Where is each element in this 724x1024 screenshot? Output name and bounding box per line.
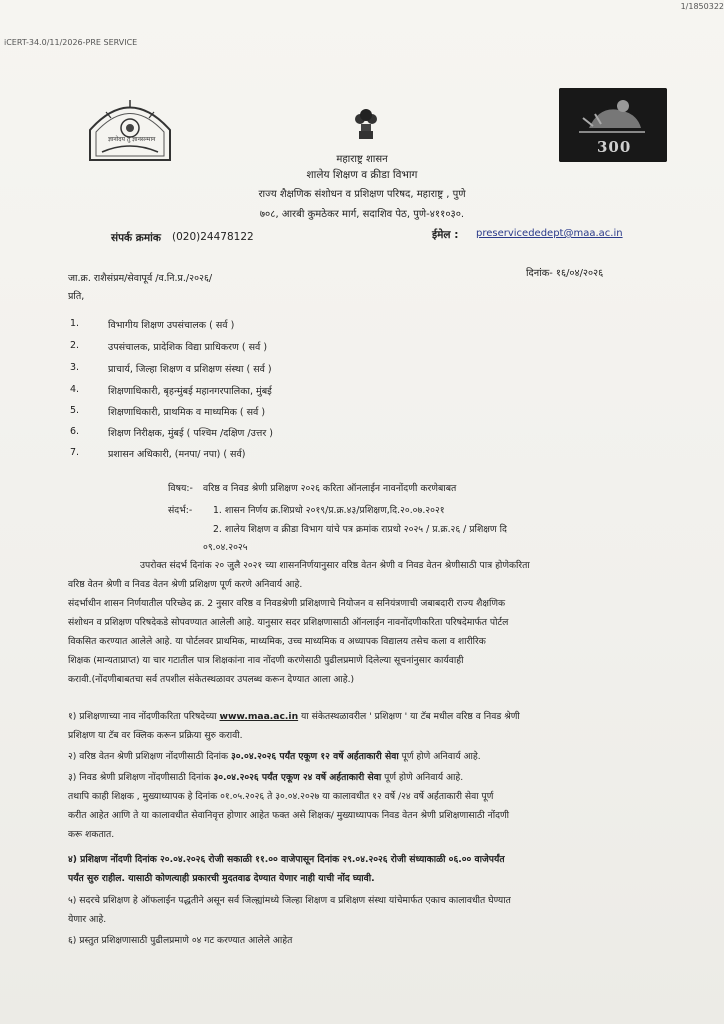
recipient-text: विभागीय शिक्षण उपसंचालक ( सर्व ): [108, 320, 235, 331]
instruction-3-line-2: तथापि काही शिक्षक , मुख्याध्यापक हे दिनांक ०१.०५.२०२६ ते ३०.०४.२०२७ या कालावधीत १२ वर्षे /२४ वर्षे अर्हताकारी सेवा पूर्ण: [68, 791, 494, 802]
recipient-text: शिक्षणाधिकारी, प्राथमिक व माध्यमिक ( सर्व ): [108, 407, 266, 418]
recipient-number: 2.: [70, 340, 80, 351]
instruction-2-text: २) वरिष्ठ वेतन श्रेणी प्रशिक्षण नोंदणीसाठी दिनांक: [68, 751, 229, 762]
recipient-number: 6.: [70, 426, 80, 437]
contact-label: संपर्क क्रमांक: [111, 232, 161, 244]
instruction-3-text: ३) निवड श्रेणी प्रशिक्षण नोंदणीसाठी दिनांक: [68, 772, 211, 783]
recipient-text: प्राचार्य, जिल्हा शिक्षण व प्रशिक्षण संस्था ( सर्व ): [108, 364, 272, 375]
inward-stamp: iCERT-34.0/11/2026-PRE SERVICE: [4, 38, 138, 47]
reference-2: 2. शालेय शिक्षण व क्रीडा विभाग यांचे पत्र क्रमांक राप्रधो २०२५ / प्र.क्र.२६ / प्रशिक्षण दि: [213, 524, 507, 535]
paragraph-2-line-3: विकसित करण्यात आलेले आहे. या पोर्टलवर प्राथमिक, माध्यमिक, उच्च माध्यमिक व अध्यापक विद्यालय तसेच कला व शारीरिक: [68, 636, 486, 647]
paragraph-2-line-4: शिक्षक (मान्यताप्राप्त) या चार गटातील पात्र शिक्षकांना नाव नोंदणी करणेसाठी पुढीलप्रमाणे दिलेल्या सूचनांनुसार कार्यवाही: [68, 655, 464, 666]
instruction-3-line-3: करीत आहेत आणि ते या कालावधीत सेवानिवृत्त होणार आहेत फक्त असे शिक्षक/ मुख्याध्यापक निवड वेतन श्रेणी प्रशिक्षणासाठी नोंदणी: [68, 810, 510, 821]
instruction-5-line-1: ५) सदरचे प्रशिक्षण हे ऑफलाईन पद्धतीने असून सर्व जिल्ह्यांमध्ये जिल्हा शिक्षण व प्रशिक्षण संस्था यांचेमार्फत एकाच कालावधीत घेण्यात: [68, 895, 511, 906]
recipient-number: 7.: [70, 447, 80, 458]
instruction-3-line-4: करू शकतात.: [68, 829, 115, 840]
file-number: 1/1850322: [680, 2, 724, 11]
office-address: ७०८, आरबी कुमठेकर मार्ग, सदाशिव पेठ, पुणे-४११०३०.: [259, 209, 465, 220]
instruction-1-text: १) प्रशिक्षणाच्या नाव नोंदणीकरिता परिषदेच्या: [68, 711, 217, 722]
paragraph-1-line-2: वरिष्ठ वेतन श्रेणी व निवड वेतन श्रेणी प्रशिक्षण पूर्ण करणे अनिवार्य आहे.: [68, 579, 303, 590]
letter-date: दिनांक- १६/०४/२०२६: [526, 268, 604, 279]
reference-number: जा.क्र. राशैसंप्रम/सेवापूर्व /व.नि.प्र./२०२६/: [68, 273, 213, 284]
recipient-text: शिक्षण निरीक्षक, मुंबई ( पश्चिम /दक्षिण /उत्तर ): [108, 428, 273, 439]
recipient-text: शिक्षणाधिकारी, बृहन्मुंबई महानगरपालिका, मुंबई: [108, 386, 272, 397]
instruction-2-bold: ३०.०४.२०२६ पर्यंत एकूण १२ वर्षे अर्हताकारी सेवा: [231, 751, 399, 762]
instruction-3-bold: ३०.०४.२०२६ पर्यंत एकूण २४ वर्षे अर्हताकारी सेवा: [213, 772, 382, 783]
paragraph-2-line-5: करावी.(नोंदणीबाबतचा सर्व तपशील संकेतस्थळावर उपलब्ध करून देण्यात आला आहे.): [68, 674, 355, 685]
council-name: राज्य शैक्षणिक संशोधन व प्रशिक्षण परिषद, महाराष्ट्र , पुणे: [258, 189, 466, 200]
recipient-number: 3.: [70, 362, 80, 373]
recipient-number: 1.: [70, 318, 80, 329]
government-name: महाराष्ट्र शासन: [336, 154, 388, 165]
instruction-3: [68, 770, 463, 783]
recipient-text: प्रशासन अधिकारी, (मनपा/ नपा) ( सर्व): [108, 449, 246, 460]
anniversary-number: 300: [597, 138, 632, 156]
recipient-number: 5.: [70, 405, 80, 416]
instruction-6: ६) प्रस्तुत प्रशिक्षणासाठी पुढीलप्रमाणे ०४ गट करण्यात आलेले आहेत: [68, 935, 293, 946]
paragraph-2-line-1: संदर्भाधीन शासन निर्णयातील परिच्छेद क्र. 2 नुसार वरिष्ठ व निवडश्रेणी प्रशिक्षणाचे नियोजन व सनियंत्रणाची जबाबदारी राज्य शैक्षणिक: [68, 598, 506, 609]
recipient-number: 4.: [70, 384, 80, 395]
website-link[interactable]: www.maa.ac.in: [219, 711, 299, 722]
instruction-5-line-2: येणार आहे.: [68, 914, 107, 925]
salutation-to: प्रति,: [68, 291, 85, 302]
subject-label: विषय:-: [168, 483, 193, 494]
reference-2-date: ०९.०४.२०२५: [203, 542, 248, 553]
state-emblem-icon: [349, 105, 383, 143]
paragraph-2-line-2: संशोधन व प्रशिक्षण परिषदेकडे सोपवण्यात आलेली आहे. यानुसार सदर प्रशिक्षणासाठी ऑनलाईन नावनोंदणीकरिता परिषदेमार्फत पोर्टल: [68, 617, 509, 628]
reference-1: 1. शासन निर्णय क्र.शिप्रधो २०१९/प्र.क्र.४३/प्रशिक्षण,दि.२०.०७.२०२१: [213, 505, 445, 516]
instruction-2: [68, 749, 481, 762]
instruction-4-line-1: ४) प्रशिक्षण नोंदणी दिनांक २०.०४.२०२६ रोजी सकाळी ११.०० वाजेपासून दिनांक २९.०४.२०२६ रोजी संध्याकाळी ०६.०० वाजेपर्यंत: [68, 854, 505, 865]
instruction-1-line-1: [68, 709, 520, 722]
references-label: संदर्भ:-: [168, 505, 193, 516]
email-label: ईमेल :: [432, 229, 459, 241]
instruction-4-line-2: पर्यंत सुरु राहील. यासाठी कोणत्याही प्रकारची मुदतवाढ देण्यात येणार नाही याची नोंद घ्यावी.: [68, 873, 375, 884]
instruction-1-text-cont: या संकेतस्थळावरील ' प्रशिक्षण ' या टॅब मधील वरिष्ठ व निवड श्रेणी: [301, 711, 520, 722]
contact-number: (020)24478122: [172, 231, 254, 243]
instruction-1-line-2: प्रशिक्षण या टॅब वर क्लिक करून प्रक्रिया सुरु करावी.: [68, 730, 243, 741]
recipient-text: उपसंचालक, प्रादेशिक विद्या प्राधिकरण ( सर्व ): [108, 342, 268, 353]
subject-text: वरिष्ठ व निवड श्रेणी प्रशिक्षण २०२६ करिता ऑनलाईन नावनोंदणी करणेबाबत: [203, 483, 457, 494]
logo-motto: ज्ञानोदय तु ज्ञानसन्मान: [108, 136, 156, 143]
email-link[interactable]: preservicededept@maa.ac.in: [476, 228, 623, 239]
instruction-3-post: पूर्ण होणे अनिवार्य आहे.: [384, 772, 464, 783]
instruction-2-post: पूर्ण होणे अनिवार्य आहे.: [401, 751, 481, 762]
paragraph-1-line-1: उपरोक्त संदर्भ दिनांक २० जुलै २०२१ च्या शासननिर्णयानुसार वरिष्ठ वेतन श्रेणी व निवड वेतन श्रेणीसाठी पात्र होणेकरिता: [140, 560, 530, 571]
department-name: शालेय शिक्षण व क्रीडा विभाग: [306, 169, 418, 181]
